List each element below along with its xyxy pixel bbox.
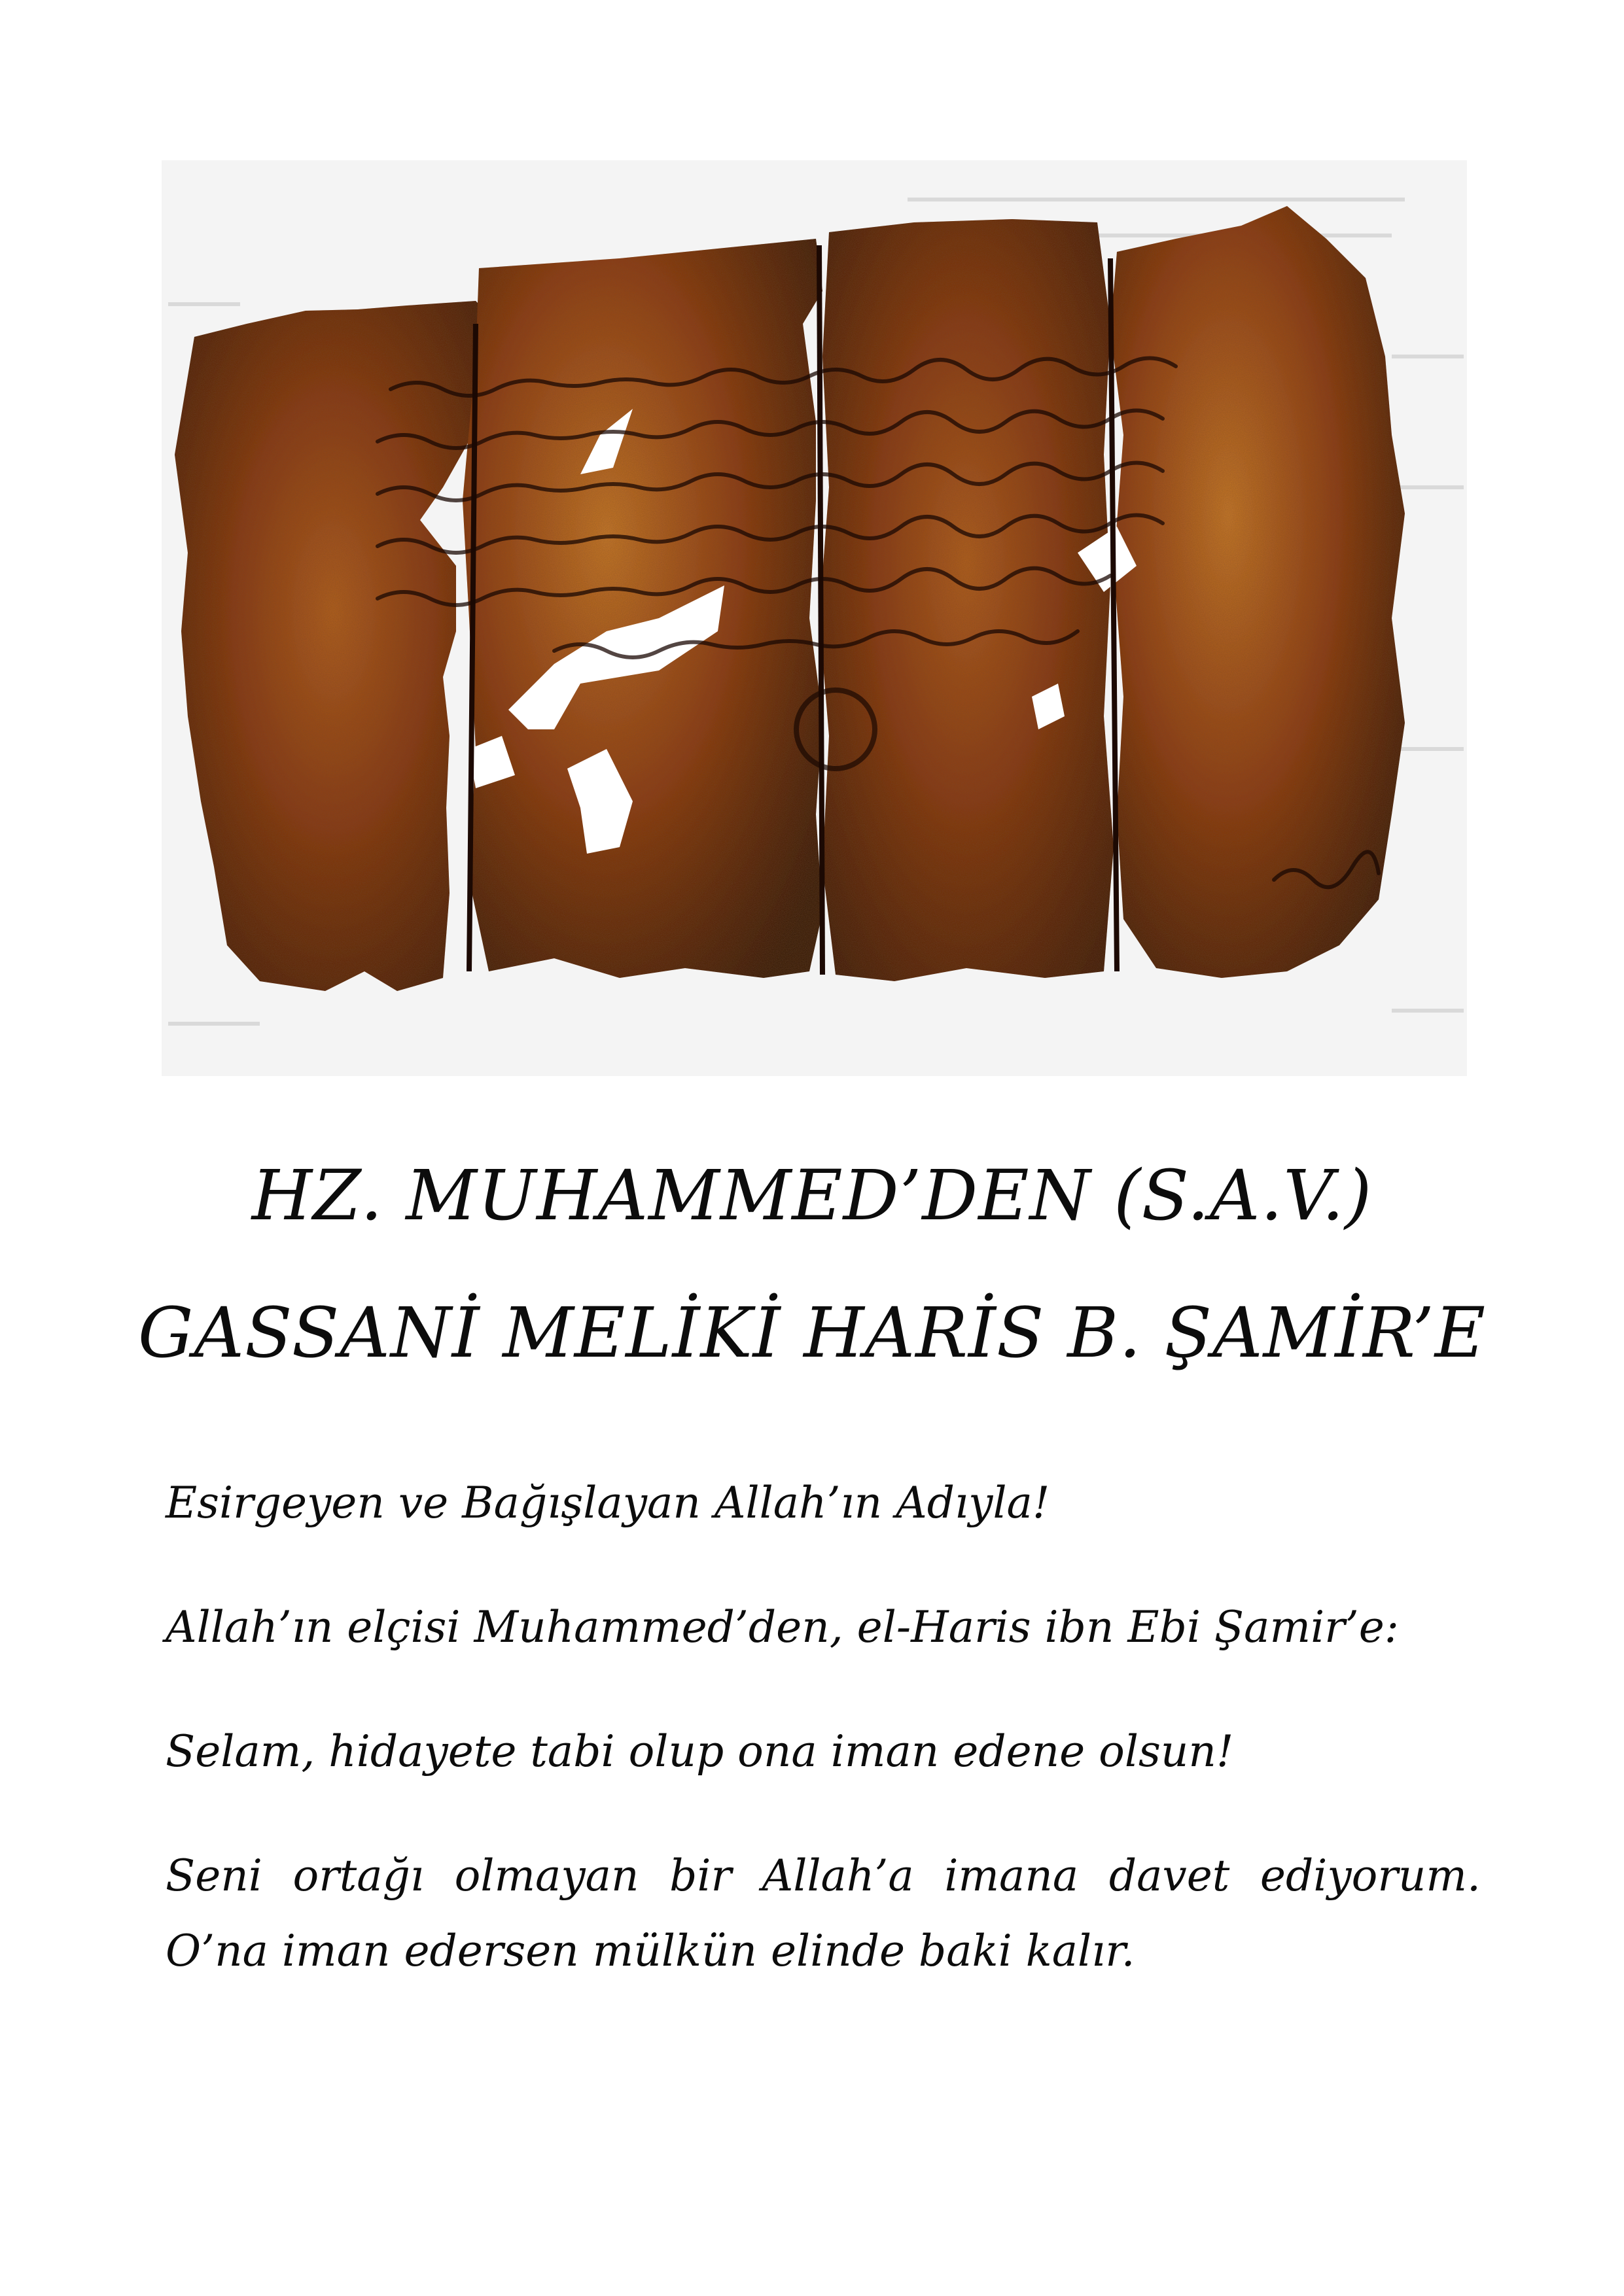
- manuscript-image: [162, 160, 1467, 1076]
- title-line-2: GASSANİ MELİKİ HARİS B. ŞAMİR’E: [137, 1293, 1487, 1373]
- letter-from: Allah’ın elçisi Muhammed’den, el-Haris ibn Ebi Şamir’e:: [166, 1602, 1399, 1652]
- letter-body-line-1: Seni ortağı olmayan bir Allah’a imana davet ediyorum.: [166, 1851, 1481, 1901]
- letter-greeting: Selam, hidayete tabi olup ona iman edene olsun!: [166, 1726, 1234, 1777]
- title-line-1: HZ. MUHAMMED’DEN (S.A.V.): [251, 1155, 1373, 1236]
- letter-basmala: Esirgeyen ve Bağışlayan Allah’ın Adıyla!: [166, 1478, 1050, 1528]
- letter-body-line-2: O’na iman edersen mülkün elinde baki kalır.: [166, 1926, 1135, 1976]
- manuscript-icon: [162, 160, 1467, 1076]
